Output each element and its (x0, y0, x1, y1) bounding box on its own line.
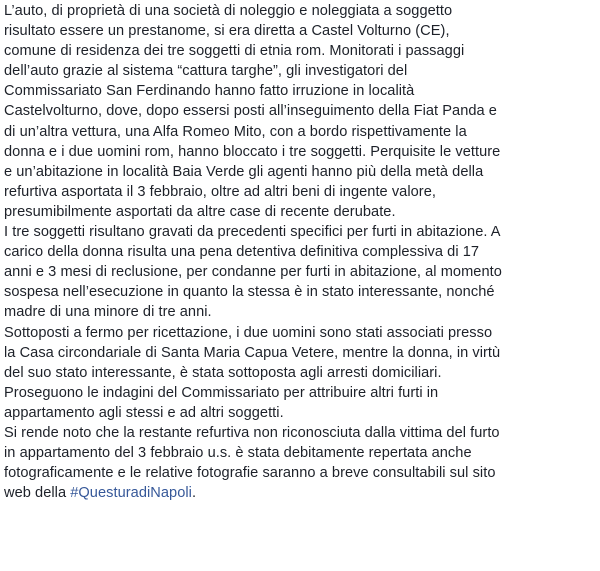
post-text-line: comune di residenza dei tre soggetti di etnia rom. Monitorati i passaggi (4, 43, 465, 60)
post-text-line: donna e i due uomini rom, hanno bloccato i tre soggetti. Perquisite le vetture (4, 143, 501, 160)
post-text-line: madre di una minore di tre anni. (4, 304, 212, 321)
post-text-line: anni e 3 mesi di reclusione, per condanne per furti in abitazione, al momento (4, 264, 502, 281)
last-line-prefix: web della (4, 485, 71, 502)
post-text-line: di un’altra vettura, una Alfa Romeo Mito, con a bordo rispettivamente la (4, 123, 467, 140)
post-text-line: I tre soggetti risultano gravati da precedenti specifici per furti in abitazione. A (4, 224, 501, 241)
post-text-line: Si rende noto che la restante refurtiva non riconosciuta dalla vittima del furto (4, 424, 500, 441)
post-text-line: in appartamento del 3 febbraio u.s. è stata debitamente repertata anche (4, 445, 472, 462)
post-text-line: Commissariato San Ferdinando hanno fatto irruzione in località (4, 83, 415, 100)
post-text-line: carico della donna risulta una pena detentiva definitiva complessiva di 17 (4, 244, 480, 261)
last-line-suffix: . (191, 485, 197, 502)
post-text-line: Castelvolturno, dove, dopo essersi posti all’inseguimento della Fiat Panda e (4, 103, 497, 120)
post-text-line: sospesa nell’esecuzione in quanto la stessa è in stato interessante, nonché (4, 284, 495, 301)
post-last-line (4, 483, 598, 503)
post-text-line: refurtiva asportata il 3 febbraio, oltre ad altri beni di ingente valore, (4, 183, 436, 200)
post-text-line: appartamento agli stessi e ad altri soggetti. (4, 404, 284, 421)
post-text-line: risultato essere un prestanome, si era diretta a Castel Volturno (CE), (4, 23, 450, 40)
post-text-line: L’auto, di proprietà di una società di noleggio e noleggiata a soggetto (4, 3, 453, 19)
hashtag-link[interactable]: #QuesturadiNapoli (70, 485, 192, 502)
post-text-line: Proseguono le indagini del Commissariato per attribuire altri furti in (4, 384, 439, 401)
post-text-line: Sottoposti a fermo per ricettazione, i due uomini sono stati associati presso (4, 324, 493, 341)
post-text-line: dell’auto grazie al sistema “cattura targhe”, gli investigatori del (4, 63, 408, 80)
post-text-line: fotograficamente e le relative fotografie saranno a breve consultabili sul sito (4, 465, 496, 482)
post-text-line: e un’abitazione in località Baia Verde gli agenti hanno più della metà della (4, 163, 484, 180)
post-text-line: la Casa circondariale di Santa Maria Capua Vetere, mentre la donna, in virtù (4, 344, 501, 361)
post-text-line: presumibilmente asportati da altre case di recente derubate. (4, 203, 396, 220)
post-text-line: del suo stato interessante, è stata sottoposta agli arresti domiciliari. (4, 364, 442, 381)
post-body-text (4, 1, 598, 503)
